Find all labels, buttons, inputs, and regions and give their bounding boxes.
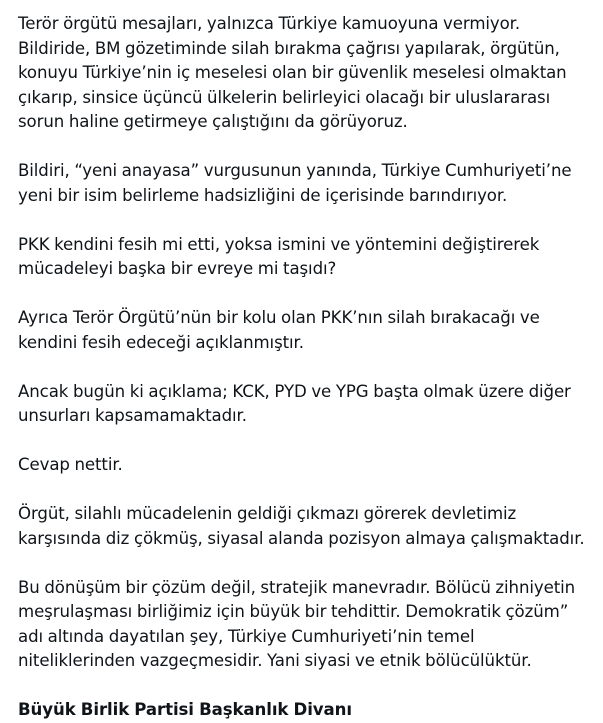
post-paragraph-4: Ayrıca Terör Örgütü’nün bir kolu olan PKK’nın silah bırakacağı ve kendini fesih edeceği açıklanmıştır.: [18, 308, 540, 352]
post-paragraph-5: Ancak bugün ki açıklama; KCK, PYD ve YPG başta olmak üzere diğer unsurları kapsamamaktadır.: [18, 381, 571, 425]
post-paragraph-2: Bildiri, “yeni anayasa” vurgusunun yanında, Türkiye Cumhuriyeti’ne yeni bir isim belirleme hadsizliğini de içerisinde barındırıyor.: [18, 161, 572, 205]
post-signature: Büyük Birlik Partisi Başkanlık Divanı: [18, 700, 352, 719]
post-paragraph-7: Örgüt, silahlı mücadelenin geldiği çıkmazı görerek devletimiz karşısında diz çökmüş, siyasal alanda pozisyon almaya çalışmaktadır.: [18, 504, 585, 548]
post-paragraph-6: Cevap nettir.: [18, 455, 123, 474]
post-paragraph-8: Bu dönüşüm bir çözüm değil, stratejik manevradır. Bölücü zihniyetin meşrulaşması birliğimiz için büyük bir tehdittir. Demokratik çözüm” adı altında dayatılan şey, Türkiye Cumhuriyeti’nin temel niteliklerinden vazgeçmesidir. Yani siyasi ve etnik bölücülüktür.: [18, 577, 576, 670]
post-paragraph-3: PKK kendini fesih mi etti, yoksa ismini ve yöntemini değiştirerek mücadeleyi başka bir evreye mi taşıdı?: [18, 234, 540, 278]
post-paragraph-1: Terör örgütü mesajları, yalnızca Türkiye kamuoyuna vermiyor. Bildiride, BM gözetiminde silah bırakma çağrısı yapılarak, örgütün, konuyu Türkiye’nin iç meselesi olan bir güvenlik meselesi olmaktan çıkarıp, sinsice üçüncü ülkelerin belirleyici olacağı bir uluslararası sorun haline getirmeye çalıştığını da görüyoruz.: [18, 14, 567, 131]
